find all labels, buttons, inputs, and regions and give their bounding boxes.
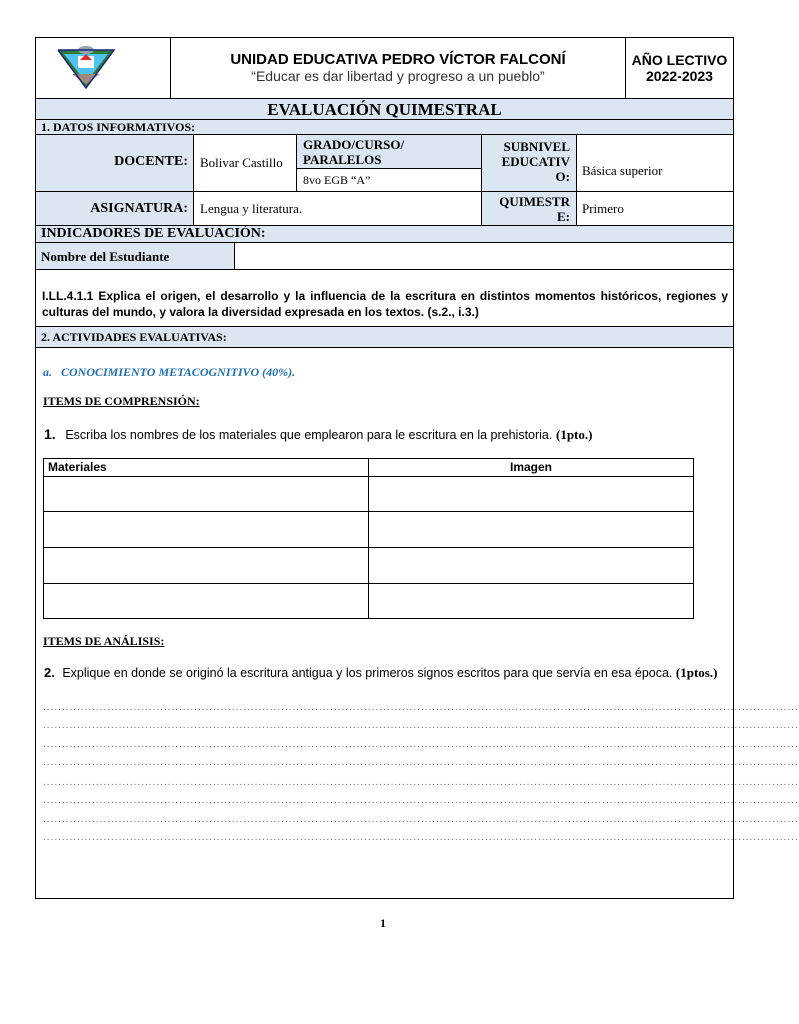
exam-title: EVALUACIÓN QUIMESTRAL <box>267 100 502 119</box>
grado-value: 8vo EGB “A” <box>303 173 371 187</box>
image-cell[interactable] <box>368 583 694 619</box>
asignatura-value-cell <box>193 191 482 226</box>
table-header-materiales <box>43 458 369 477</box>
question-2 <box>44 665 717 681</box>
page-number: 1 <box>380 916 386 930</box>
answer-line[interactable]: ........................................................................................................................................................................................................ <box>43 795 799 806</box>
answer-line[interactable]: ........................................................................................................................................................................................................ <box>43 777 799 788</box>
exam-title-bar <box>35 98 734 120</box>
subnivel-value: Básica superior <box>582 163 663 178</box>
image-cell[interactable] <box>368 547 694 584</box>
section1-title: 1. DATOS INFORMATIVOS: <box>41 120 196 134</box>
question-2-number: 2. <box>44 665 55 680</box>
estudiante-name-field[interactable] <box>234 242 734 270</box>
docente-value: Bolivar Castillo <box>200 155 283 170</box>
image-cell[interactable] <box>368 476 694 512</box>
year-cell <box>625 37 734 99</box>
school-name: UNIDAD EDUCATIVA PEDRO VÍCTOR FALCONÍ <box>230 51 566 68</box>
question-1-points: (1pto.) <box>556 427 593 442</box>
grado-label: GRADO/CURSO/ PARALELOS <box>303 137 405 167</box>
materials-cell[interactable] <box>43 583 369 619</box>
grado-value-cell <box>296 168 482 192</box>
estudiante-label-cell <box>35 242 235 270</box>
subnivel-label: SUBNIVEL EDUCATIV O: <box>501 139 570 184</box>
materials-cell[interactable] <box>43 511 369 548</box>
indicator-text: I.LL.4.1.1 Explica el origen, el desarrollo y la influencia de la escritura en distintos momentos históricos, regiones y culturas del mundo, y valora la diversidad expresada en los textos. (s.2., i.3.) <box>42 289 728 319</box>
asignatura-value: Lengua y literatura. <box>200 201 303 216</box>
table-header-label: Materiales <box>48 460 107 474</box>
indicadores-label: INDICADORES DE EVALUACIÓN: <box>41 226 266 241</box>
answer-line[interactable]: ........................................................................................................................................................................................................ <box>43 832 799 843</box>
answer-line[interactable]: ........................................................................................................................................................................................................ <box>43 720 799 731</box>
table-header-label: Imagen <box>509 460 552 474</box>
comprension-heading: ITEMS DE COMPRENSIÓN: <box>43 394 200 408</box>
section2-title: 2. ACTIVIDADES EVALUATIVAS: <box>41 330 227 344</box>
section1-title-bar <box>35 119 734 135</box>
docente-label-cell <box>35 134 194 192</box>
docente-label: DOCENTE: <box>114 154 188 169</box>
question-1 <box>44 426 592 443</box>
asignatura-label-cell <box>35 191 194 226</box>
question-1-text: Escriba los nombres de los materiales que emplearon para le escritura en la prehistoria. <box>65 428 553 442</box>
school-title-cell <box>170 37 626 99</box>
indicadores-bar <box>35 225 734 243</box>
quimestre-label: QUIMESTR E: <box>499 194 570 224</box>
answer-line[interactable]: ........................................................................................................................................................................................................ <box>43 702 799 713</box>
quimestre-value: Primero <box>582 201 624 216</box>
question-2-points: (1ptos.) <box>675 665 718 680</box>
analisis-heading: ITEMS DE ANÁLISIS: <box>43 634 165 648</box>
grado-label-cell <box>296 134 482 169</box>
quimestre-label-cell <box>481 191 577 226</box>
quimestre-value-cell <box>576 191 734 226</box>
answer-line[interactable]: ........................................................................................................................................................................................................ <box>43 814 799 825</box>
subnivel-label-cell <box>481 134 577 192</box>
question-1-number: 1. <box>44 426 56 442</box>
school-crest-icon <box>36 38 170 98</box>
year-value: 2022-2023 <box>646 68 713 84</box>
year-label: AÑO LECTIVO <box>631 52 728 68</box>
materials-cell[interactable] <box>43 476 369 512</box>
subnivel-value-cell <box>576 134 734 192</box>
answer-line[interactable]: ........................................................................................................................................................................................................ <box>43 739 799 750</box>
question-2-text: Explique en donde se originó la escritura antigua y los primeros signos escritos para que servía en esa época. <box>62 666 673 680</box>
asignatura-label: ASIGNATURA: <box>90 201 188 216</box>
materials-cell[interactable] <box>43 547 369 584</box>
table-header-imagen <box>368 458 694 477</box>
estudiante-label: Nombre del Estudiante <box>41 249 170 264</box>
logo-cell <box>35 37 171 99</box>
indicator-cell <box>35 269 734 327</box>
school-motto: “Educar es dar libertad y progreso a un pueblo” <box>251 68 545 84</box>
answer-line[interactable]: ........................................................................................................................................................................................................ <box>43 757 799 768</box>
part-a-heading: a. CONOCIMIENTO METACOGNITIVO (40%). <box>43 365 296 379</box>
section2-title-bar <box>35 326 734 348</box>
image-cell[interactable] <box>368 511 694 548</box>
docente-value-cell <box>193 134 297 192</box>
